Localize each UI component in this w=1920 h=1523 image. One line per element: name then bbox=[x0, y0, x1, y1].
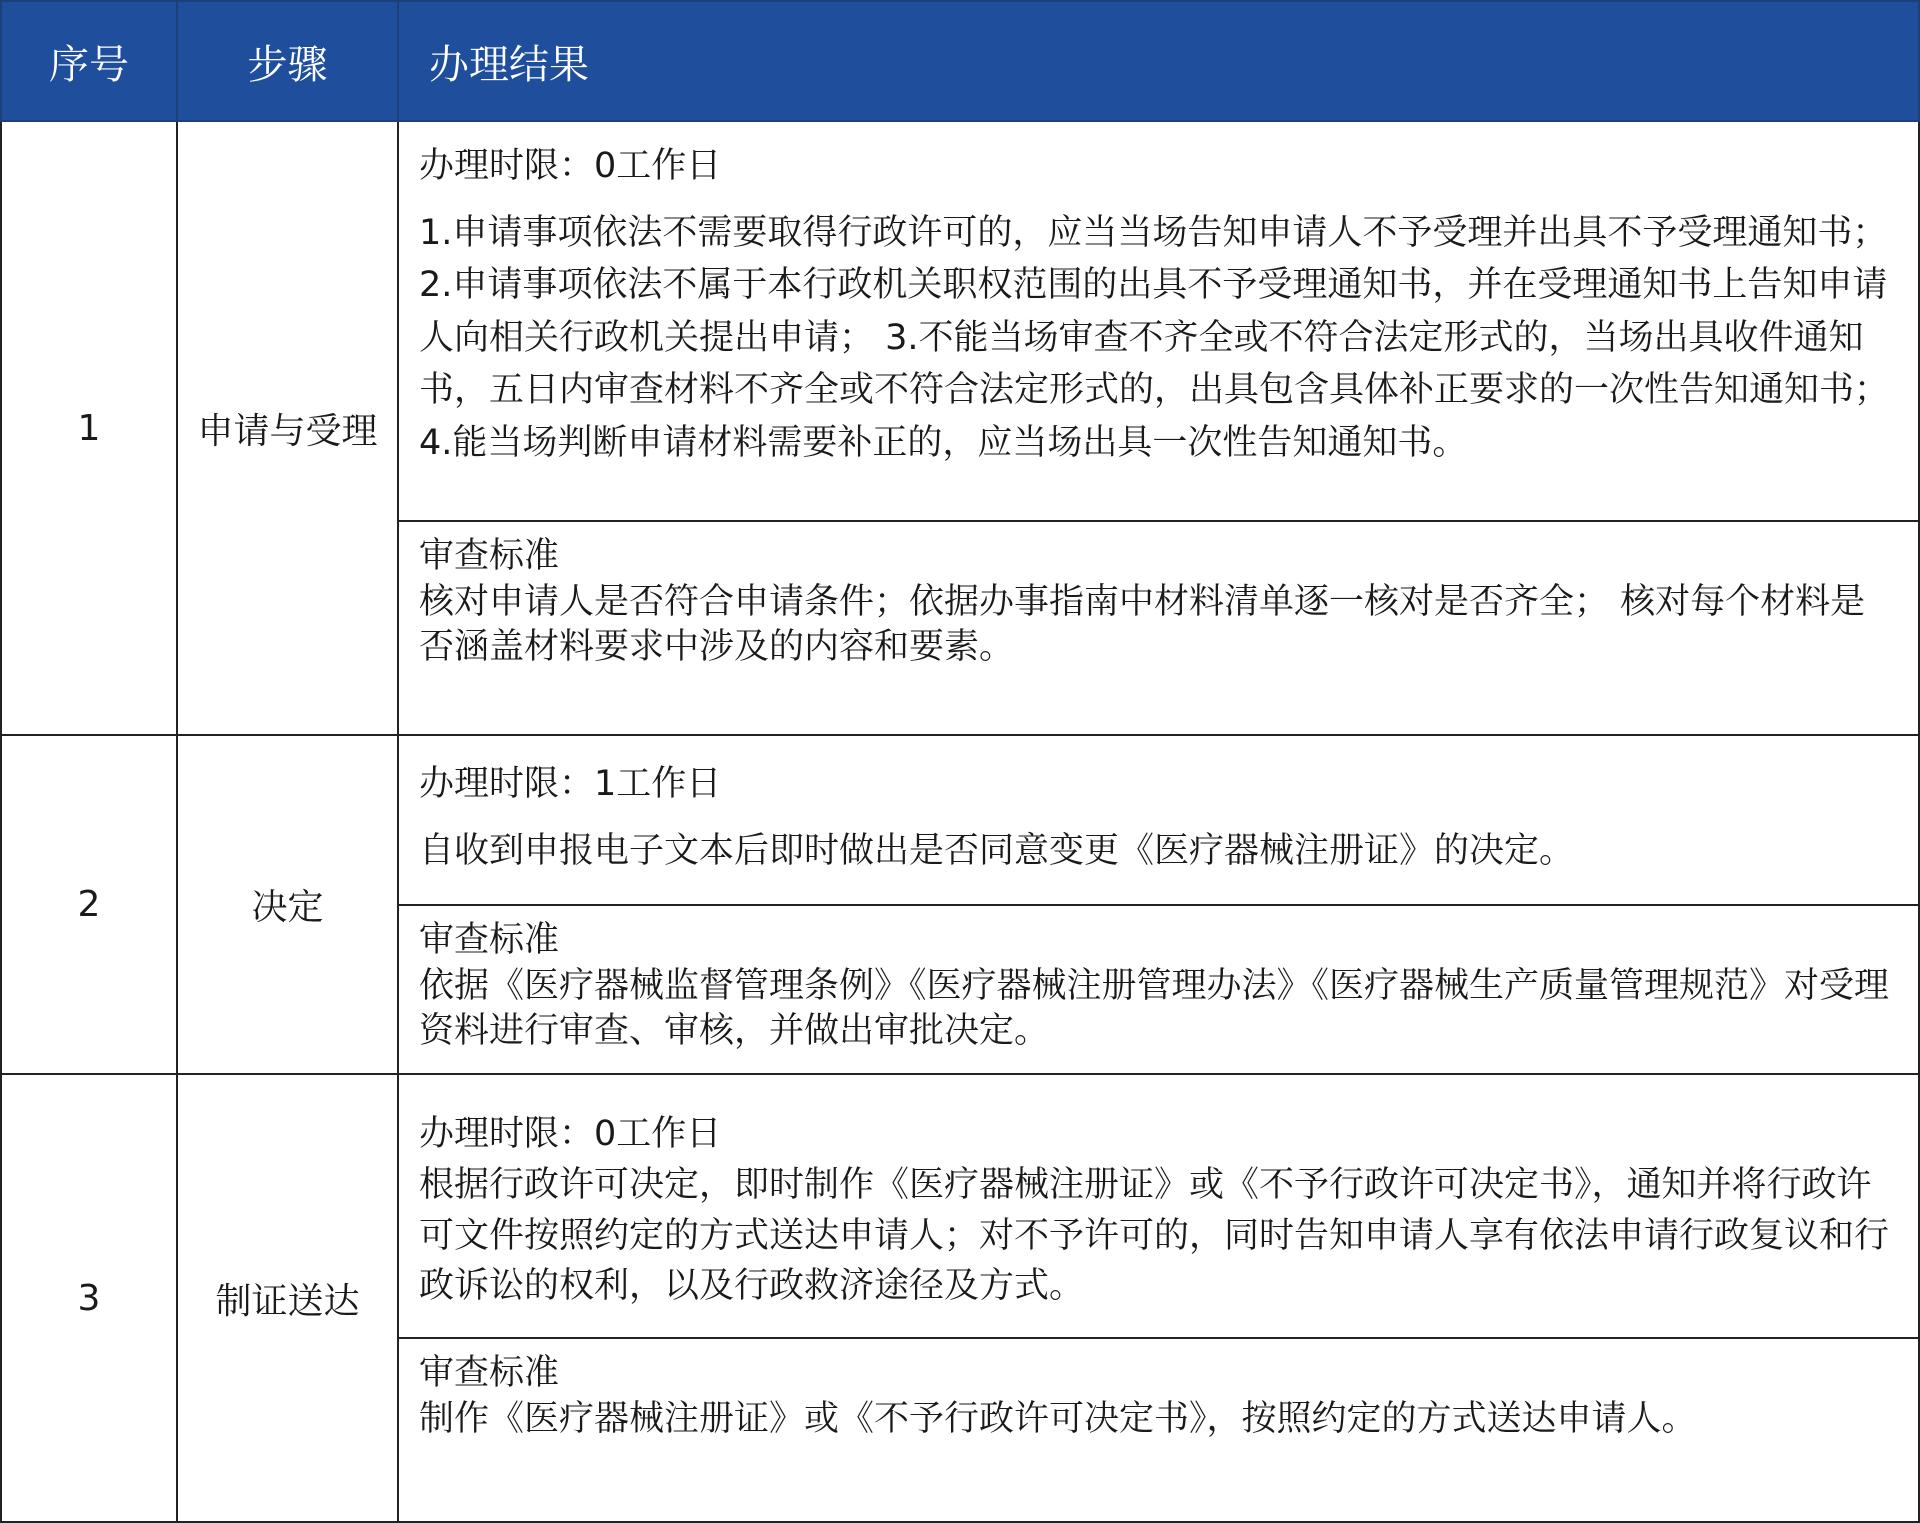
standard-title: 审查标准 bbox=[419, 1353, 560, 1393]
row-result bbox=[398, 1074, 1919, 1522]
time-limit: 办理时限：1工作日 bbox=[419, 764, 722, 804]
standard-block bbox=[399, 520, 1918, 734]
row-step: 申请与受理 bbox=[177, 121, 398, 735]
result-detail: 自收到申报电子文本后即时做出是否同意变更《医疗器械注册证》的决定。 bbox=[419, 830, 1575, 871]
result-detail: 根据行政许可决定，即时制作《医疗器械注册证》或《不予行政许可决定书》，通知并将行政许可文件按照约定的方式送达申请人；对不予许可的，同时告知申请人享有依法申请行政复议和行政诉讼的权利，以及行政救济途径及方式。 bbox=[419, 1164, 1890, 1307]
row-number: 1 bbox=[1, 121, 177, 735]
table-row bbox=[1, 735, 1919, 1074]
result-detail: 1.申请事项依法不需要取得行政许可的，应当当场告知申请人不予受理并出具不予受理通知书； 2.申请事项依法不属于本行政机关职权范围的出具不予受理通知书，并在受理通知书上告知申请人向相关行政机关提出申请； 3.不能当场审查不齐全或不符合法定形式的，当场出具收件通知书，五日内审查材料不齐全或不符合法定形式的，出具包含具体补正要求的一次性告知通知书； 4.能当场判断申请材料需要补正的，应当场出具一次性告知通知书。 bbox=[419, 212, 1890, 463]
standard-text: 核对申请人是否符合申请条件；依据办事指南中材料清单逐一核对是否齐全； 核对每个材料是否涵盖材料要求中涉及的内容和要素。 bbox=[419, 581, 1866, 667]
header-number: 序号 bbox=[1, 1, 177, 121]
standard-block bbox=[399, 904, 1918, 1073]
header-result: 办理结果 bbox=[398, 1, 1919, 121]
row-step: 制证送达 bbox=[177, 1074, 398, 1522]
result-block bbox=[399, 122, 1918, 520]
time-limit: 办理时限：0工作日 bbox=[419, 1114, 722, 1154]
table-row bbox=[1, 121, 1919, 735]
row-step: 决定 bbox=[177, 735, 398, 1074]
row-number: 2 bbox=[1, 735, 177, 1074]
row-result bbox=[398, 735, 1919, 1074]
row-result bbox=[398, 121, 1919, 735]
header-step: 步骤 bbox=[177, 1, 398, 121]
time-limit: 办理时限：0工作日 bbox=[419, 146, 722, 186]
standard-title: 审查标准 bbox=[419, 536, 560, 576]
standard-text: 制作《医疗器械注册证》或《不予行政许可决定书》，按照约定的方式送达申请人。 bbox=[419, 1398, 1697, 1439]
result-block bbox=[399, 1075, 1918, 1337]
table-header-row bbox=[1, 1, 1919, 121]
table-row bbox=[1, 1074, 1919, 1522]
standard-title: 审查标准 bbox=[419, 920, 560, 960]
result-block bbox=[399, 736, 1918, 904]
standard-text: 依据《医疗器械监督管理条例》《医疗器械注册管理办法》《医疗器械生产质量管理规范》对受理资料进行审查、审核，并做出审批决定。 bbox=[419, 965, 1890, 1051]
standard-block bbox=[399, 1337, 1918, 1521]
row-number: 3 bbox=[1, 1074, 177, 1522]
